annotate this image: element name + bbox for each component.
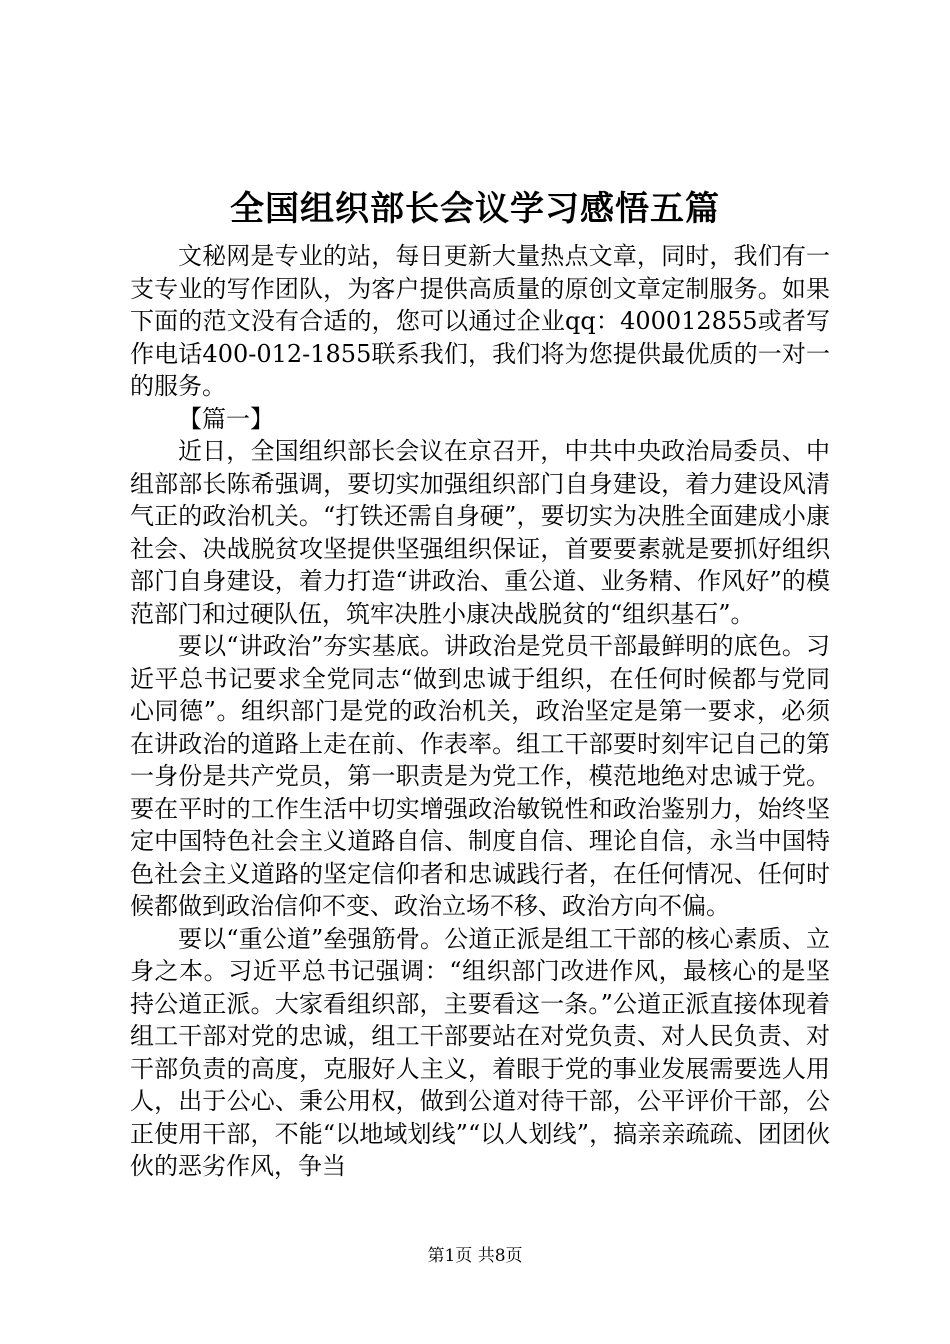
section-heading: 【篇一】 [178,404,274,433]
body-paragraph: 要以“讲政治”夯实基底。讲政治是党员干部最鲜明的底色。习近平总书记要求全党同志“做到忠诚于组织，在任何时候都与党同心同德”。组织部门是党的政治机关，政治坚定是第一要求，必须在讲政治的道路上走在前、作表率。组工干部要时刻牢记自己的第一身份是共产党员，第一职责是为党工作，模范地绝对忠诚于党。要在平时的工作生活中切实增强政治敏锐性和政治鉴别力，始终坚定中国特色社会主义道路自信、制度自信、理论自信，永当中国特色社会主义道路的坚定信仰者和忠诚践行者，在任何情况、任何时候都做到政治信仰不变、政治立场不移、政治方向不偏。 [130,632,830,920]
body-paragraph: 近日，全国组织部长会议在京召开，中共中央政治局委员、中组部部长陈希强调，要切实加强组织部门自身建设，着力建设风清气正的政治机关。“打铁还需自身硬”，要切实为决胜全面建成小康社会、决战脱贫攻坚提供坚强组织保证，首要要素就是要抓好组织部门自身建设，着力打造“讲政治、重公道、业务精、作风好”的模范部门和过硬队伍，筑牢决胜小康决战脱贫的“组织基石”。 [130,437,830,628]
body-paragraph: 要以“重公道”垒强筋骨。公道正派是组工干部的核心素质、立身之本。习近平总书记强调：“组织部门改进作风，最核心的是坚持公道正派。大家看组织部，主要看这一条。”公道正派直接体现着组工干部对党的忠诚，组工干部要站在对党负责、对人民负责、对干部负责的高度，克服好人主义，着眼于党的事业发展需要选人用人，出于公心、秉公用权，做到公道对待干部，公平评价干部，公正使用干部，不能“以地域划线”“以人划线”，搞亲亲疏疏、团团伙伙的恶劣作风，争当 [130,924,830,1180]
document-title: 全国组织部长会议学习感悟五篇 [230,189,720,229]
document-body [130,240,830,1183]
intro-paragraph: 文秘网是专业的站，每日更新大量热点文章，同时，我们有一支专业的写作团队，为客户提供高质量的原创文章定制服务。如果下面的范文没有合适的，您可以通过企业qq：400012855或者写作电话400-012-1855联系我们，我们将为您提供最优质的一对一的服务。 [130,242,830,400]
page-footer: 第1页 共8页 [427,1246,523,1266]
